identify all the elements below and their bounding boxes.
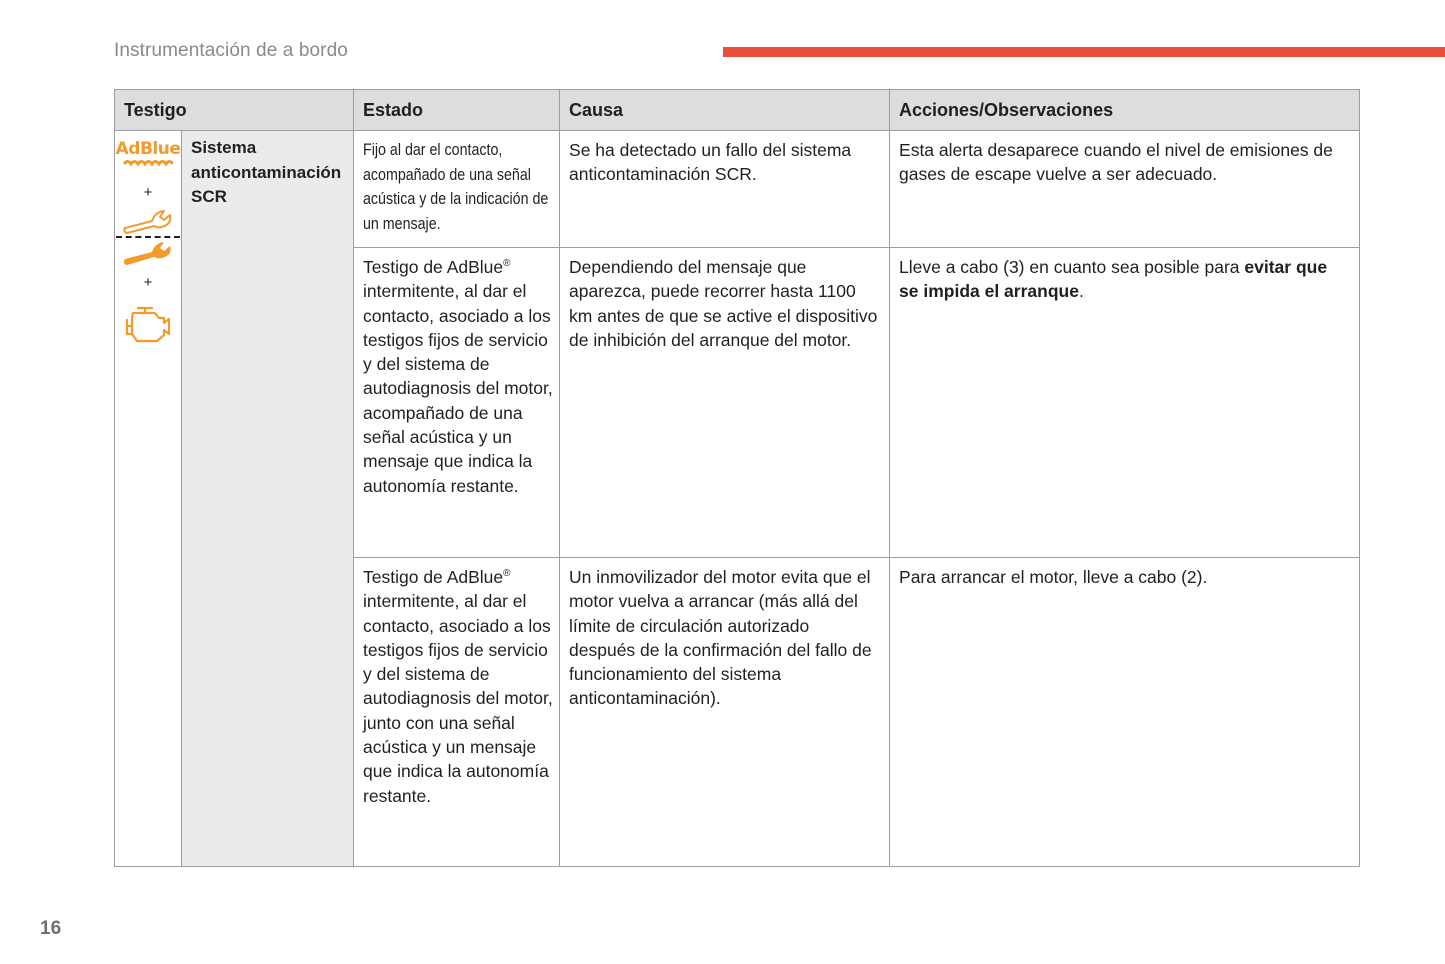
acciones-text-suffix: . xyxy=(1078,281,1084,302)
registered-mark: ® xyxy=(503,568,511,579)
service-wrench-outline-icon xyxy=(122,208,174,234)
acciones-cell xyxy=(890,558,1360,867)
estado-text-rest: intermitente, al dar el contacto, asociado a los testigos fijos de servicio y del sistema de autodiagnosis del motor, acompañado de una señal acústica y un mensaje que indica la autonomía restante. xyxy=(363,281,553,496)
warning-lights-table xyxy=(114,89,1360,867)
estado-text: Fijo al dar el contacto, acompañado de una señal acústica y de la indicación de un mensaje. xyxy=(363,141,549,233)
registered-mark: ® xyxy=(503,258,511,269)
dashed-separator xyxy=(116,236,180,238)
causa-text: Un inmovilizador del motor evita que el motor vuelva a arrancar (más allá del límite de circulación autorizado después de la confirmación del fallo de funcionamiento del sistema anticontaminación). xyxy=(569,567,872,709)
causa-cell xyxy=(560,558,890,867)
accent-bar xyxy=(723,47,1445,57)
section-title: Instrumentación de a bordo xyxy=(114,40,348,61)
column-header-causa: Causa xyxy=(560,90,890,131)
column-header-estado: Estado xyxy=(354,90,560,131)
acciones-text: Para arrancar el motor, lleve a cabo (2). xyxy=(899,567,1208,587)
estado-text: Testigo de AdBlue xyxy=(363,257,504,277)
column-header-acciones: Acciones/Observaciones xyxy=(890,90,1360,131)
estado-text: Testigo de AdBlue xyxy=(363,567,504,587)
acciones-emphasis: evitar que se impida el arranque xyxy=(899,257,1328,302)
table-header-row xyxy=(115,90,1360,131)
estado-cell xyxy=(354,131,560,248)
causa-cell xyxy=(560,131,890,248)
icon-cell xyxy=(115,131,182,867)
acciones-text: Esta alerta desaparece cuando el nivel de emisiones de gases de escape vuelve a ser adecuado. xyxy=(899,140,1333,185)
adblue-wave-icon xyxy=(123,159,173,167)
service-wrench-filled-icon xyxy=(122,242,174,266)
causa-cell xyxy=(560,248,890,558)
causa-text: Dependiendo del mensaje que aparezca, puede recorrer hasta 1100 km antes de que se active el dispositivo de inhibición del arranque del motor. xyxy=(569,257,878,350)
table-row xyxy=(115,131,1360,248)
column-header-testigo: Testigo xyxy=(115,90,354,131)
system-name-line: Sistema xyxy=(191,138,257,157)
estado-text-rest: intermitente, al dar el contacto, asociado a los testigos fijos de servicio y del sistema de autodiagnosis del motor, junto con una señal acústica y un mensaje que indica la autonomía restante. xyxy=(363,591,553,806)
system-name-line: anticontaminación xyxy=(191,162,342,182)
adblue-icon: AdBlue xyxy=(116,139,181,167)
acciones-text: Lleve a cabo (3) en cuanto sea posible para xyxy=(899,257,1245,277)
system-cell xyxy=(182,131,354,867)
engine-check-icon xyxy=(123,306,173,344)
system-name-line: SCR xyxy=(191,187,227,206)
plus-sign: + xyxy=(143,184,153,201)
causa-text: Se ha detectado un fallo del sistema anticontaminación SCR. xyxy=(569,140,852,185)
plus-sign: + xyxy=(143,274,153,291)
acciones-cell xyxy=(890,131,1360,248)
estado-cell xyxy=(354,558,560,867)
estado-cell xyxy=(354,248,560,558)
acciones-cell xyxy=(890,248,1360,558)
page-number: 16 xyxy=(40,918,62,939)
